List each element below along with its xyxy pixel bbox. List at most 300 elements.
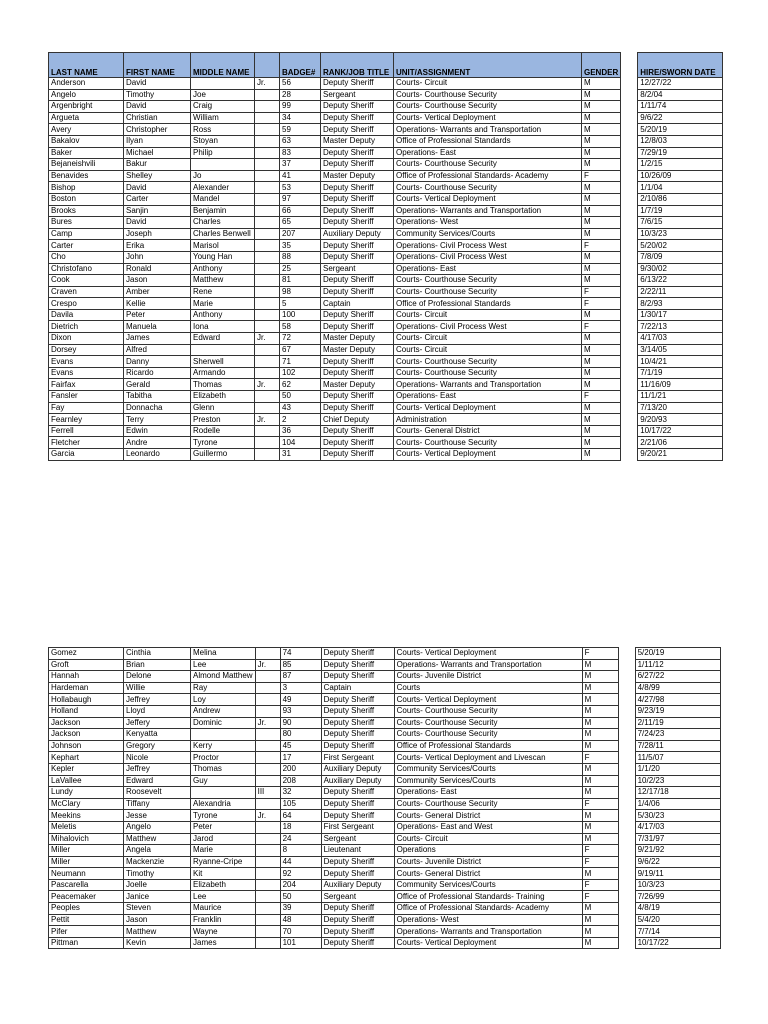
cell-gender: M bbox=[582, 217, 621, 229]
table-row bbox=[49, 356, 723, 368]
cell-gap bbox=[621, 124, 638, 136]
cell-middle-name: Tyrone bbox=[191, 437, 255, 449]
cell-unit: Courts- Courthouse Security bbox=[394, 437, 582, 449]
cell-middle-name: Guillermo bbox=[191, 449, 255, 461]
cell-hire-date: 7/29/19 bbox=[638, 147, 723, 159]
cell-suffix bbox=[255, 648, 280, 660]
cell-first-name: James bbox=[124, 333, 191, 345]
cell-middle-name: Matthew bbox=[191, 275, 255, 287]
cell-unit: Courts- Courthouse Security bbox=[394, 798, 582, 810]
cell-hire-date: 9/20/21 bbox=[638, 449, 723, 461]
cell-gap bbox=[618, 775, 635, 787]
cell-unit: Courts- General District bbox=[394, 868, 582, 880]
cell-gender: M bbox=[582, 89, 621, 101]
cell-badge: 70 bbox=[280, 926, 321, 938]
table-row bbox=[49, 182, 723, 194]
cell-unit: Office of Professional Standards bbox=[394, 740, 582, 752]
cell-hire-date: 10/17/22 bbox=[638, 425, 723, 437]
cell-unit: Community Services/Courts bbox=[394, 775, 582, 787]
cell-last-name: Baker bbox=[49, 147, 124, 159]
cell-hire-date: 7/8/09 bbox=[638, 251, 723, 263]
table-row bbox=[49, 240, 723, 252]
cell-badge: 204 bbox=[280, 879, 321, 891]
table-row bbox=[49, 205, 723, 217]
cell-hire-date: 4/17/03 bbox=[638, 333, 723, 345]
cell-last-name: Bishop bbox=[49, 182, 124, 194]
cell-gender: M bbox=[582, 705, 618, 717]
cell-hire-date: 5/4/20 bbox=[635, 914, 720, 926]
cell-gap bbox=[618, 752, 635, 764]
cell-gap bbox=[621, 356, 638, 368]
cell-hire-date: 11/16/09 bbox=[638, 379, 723, 391]
cell-suffix bbox=[255, 705, 280, 717]
cell-hire-date: 12/17/18 bbox=[635, 787, 720, 799]
cell-rank: Master Deputy bbox=[321, 135, 394, 147]
cell-suffix: Jr. bbox=[255, 659, 280, 671]
cell-first-name: David bbox=[124, 217, 191, 229]
cell-middle-name: Young Han bbox=[191, 251, 255, 263]
cell-rank: Auxiliary Deputy bbox=[321, 879, 394, 891]
cell-first-name: David bbox=[124, 101, 191, 113]
col-header-middle-name: MIDDLE NAME bbox=[191, 53, 255, 78]
cell-badge: 37 bbox=[280, 159, 321, 171]
cell-middle-name: Melina bbox=[191, 648, 256, 660]
cell-unit: Courts- Courthouse Security bbox=[394, 101, 582, 113]
cell-gap bbox=[618, 798, 635, 810]
cell-rank: Sergeant bbox=[321, 263, 394, 275]
cell-badge: 50 bbox=[280, 891, 321, 903]
cell-middle-name: Lee bbox=[191, 659, 256, 671]
cell-gap bbox=[618, 729, 635, 741]
cell-suffix bbox=[255, 124, 280, 136]
cell-last-name: Hannah bbox=[49, 671, 124, 683]
cell-badge: 39 bbox=[280, 903, 321, 915]
cell-unit: Courts- Juvenile District bbox=[394, 856, 582, 868]
cell-suffix: III bbox=[255, 787, 280, 799]
cell-badge: 105 bbox=[280, 798, 321, 810]
cell-badge: 32 bbox=[280, 787, 321, 799]
cell-hire-date: 7/24/23 bbox=[635, 729, 720, 741]
table-row bbox=[49, 891, 721, 903]
cell-first-name: Leonardo bbox=[124, 449, 191, 461]
cell-first-name: Nicole bbox=[124, 752, 191, 764]
cell-gap bbox=[621, 159, 638, 171]
cell-rank: Auxiliary Deputy bbox=[321, 763, 394, 775]
table-row bbox=[49, 321, 723, 333]
cell-last-name: Peoples bbox=[49, 903, 124, 915]
cell-last-name: Ferrell bbox=[49, 425, 124, 437]
cell-gap bbox=[621, 182, 638, 194]
cell-badge: 98 bbox=[280, 286, 321, 298]
cell-last-name: Meletis bbox=[49, 821, 124, 833]
cell-last-name: Hardeman bbox=[49, 682, 124, 694]
cell-last-name: Miller bbox=[49, 845, 124, 857]
cell-gap bbox=[621, 251, 638, 263]
cell-badge: 53 bbox=[280, 182, 321, 194]
cell-gender: M bbox=[582, 205, 621, 217]
cell-badge: 90 bbox=[280, 717, 321, 729]
cell-first-name: Tabitha bbox=[124, 391, 191, 403]
cell-first-name: Jason bbox=[124, 275, 191, 287]
table-row bbox=[49, 775, 721, 787]
cell-rank: Deputy Sheriff bbox=[321, 78, 394, 90]
cell-last-name: Camp bbox=[49, 228, 124, 240]
cell-suffix bbox=[255, 251, 280, 263]
cell-badge: 25 bbox=[280, 263, 321, 275]
cell-gender: M bbox=[582, 903, 618, 915]
cell-middle-name: Andrew bbox=[191, 705, 256, 717]
cell-badge: 81 bbox=[280, 275, 321, 287]
cell-last-name: Fearnley bbox=[49, 414, 124, 426]
cell-last-name: McClary bbox=[49, 798, 124, 810]
cell-middle-name: Edward bbox=[191, 333, 255, 345]
cell-badge: 31 bbox=[280, 449, 321, 461]
cell-gap bbox=[618, 821, 635, 833]
cell-unit: Courts- Vertical Deployment bbox=[394, 694, 582, 706]
cell-gap bbox=[618, 926, 635, 938]
cell-first-name: Alfred bbox=[124, 344, 191, 356]
cell-suffix bbox=[255, 671, 280, 683]
cell-hire-date: 2/22/11 bbox=[638, 286, 723, 298]
table-row bbox=[49, 740, 721, 752]
cell-gap bbox=[621, 298, 638, 310]
table-row bbox=[49, 682, 721, 694]
cell-last-name: Crespo bbox=[49, 298, 124, 310]
cell-suffix bbox=[255, 437, 280, 449]
cell-suffix: Jr. bbox=[255, 379, 280, 391]
cell-suffix bbox=[255, 367, 280, 379]
cell-rank: Deputy Sheriff bbox=[321, 425, 394, 437]
cell-suffix bbox=[255, 402, 280, 414]
cell-gap bbox=[621, 147, 638, 159]
cell-gap bbox=[621, 240, 638, 252]
cell-middle-name: Elizabeth bbox=[191, 879, 256, 891]
cell-hire-date: 6/13/22 bbox=[638, 275, 723, 287]
cell-gender: M bbox=[582, 763, 618, 775]
cell-gap bbox=[621, 379, 638, 391]
cell-unit: Office of Professional Standards bbox=[394, 135, 582, 147]
table-row bbox=[49, 263, 723, 275]
cell-hire-date: 5/20/19 bbox=[638, 124, 723, 136]
cell-gap bbox=[621, 217, 638, 229]
cell-suffix: Jr. bbox=[255, 333, 280, 345]
cell-suffix: Jr. bbox=[255, 810, 280, 822]
cell-rank: Deputy Sheriff bbox=[321, 240, 394, 252]
cell-middle-name: Ross bbox=[191, 124, 255, 136]
cell-suffix bbox=[255, 729, 280, 741]
cell-unit: Courts- Circuit bbox=[394, 309, 582, 321]
cell-rank: Deputy Sheriff bbox=[321, 182, 394, 194]
cell-middle-name: Kerry bbox=[191, 740, 256, 752]
cell-suffix bbox=[255, 205, 280, 217]
cell-gap bbox=[618, 833, 635, 845]
cell-rank: Deputy Sheriff bbox=[321, 147, 394, 159]
cell-gender: M bbox=[582, 309, 621, 321]
cell-unit: Operations- Warrants and Transportation bbox=[394, 124, 582, 136]
cell-gender: M bbox=[582, 193, 621, 205]
cell-first-name: Andre bbox=[124, 437, 191, 449]
table-row bbox=[49, 159, 723, 171]
cell-middle-name: Armando bbox=[191, 367, 255, 379]
cell-unit: Courts- Vertical Deployment bbox=[394, 648, 582, 660]
cell-suffix bbox=[255, 763, 280, 775]
cell-last-name: Dietrich bbox=[49, 321, 124, 333]
cell-rank: Deputy Sheriff bbox=[321, 810, 394, 822]
cell-suffix bbox=[255, 321, 280, 333]
cell-first-name: Gerald bbox=[124, 379, 191, 391]
table-row bbox=[49, 251, 723, 263]
cell-first-name: Edwin bbox=[124, 425, 191, 437]
table-row bbox=[49, 437, 723, 449]
cell-middle-name bbox=[191, 159, 255, 171]
cell-gap bbox=[621, 89, 638, 101]
cell-gender: F bbox=[582, 321, 621, 333]
cell-rank: Master Deputy bbox=[321, 170, 394, 182]
cell-badge: 45 bbox=[280, 740, 321, 752]
cell-gender: M bbox=[582, 659, 618, 671]
cell-hire-date: 10/17/22 bbox=[635, 937, 720, 949]
cell-first-name: Jeffrey bbox=[124, 763, 191, 775]
cell-gender: M bbox=[582, 671, 618, 683]
cell-first-name: Michael bbox=[124, 147, 191, 159]
table-row bbox=[49, 798, 721, 810]
cell-hire-date: 9/21/92 bbox=[635, 845, 720, 857]
cell-unit: Courts- Courthouse Security bbox=[394, 367, 582, 379]
cell-gap bbox=[621, 367, 638, 379]
table-row bbox=[49, 135, 723, 147]
cell-gender: M bbox=[582, 275, 621, 287]
cell-last-name: Johnson bbox=[49, 740, 124, 752]
cell-gap bbox=[621, 321, 638, 333]
cell-hire-date: 8/2/93 bbox=[638, 298, 723, 310]
table-row bbox=[49, 705, 721, 717]
cell-suffix bbox=[255, 344, 280, 356]
cell-last-name: Gomez bbox=[49, 648, 124, 660]
cell-gender: M bbox=[582, 147, 621, 159]
cell-middle-name: Proctor bbox=[191, 752, 256, 764]
cell-middle-name bbox=[191, 787, 256, 799]
cell-suffix bbox=[255, 112, 280, 124]
cell-first-name: Matthew bbox=[124, 926, 191, 938]
cell-middle-name: Anthony bbox=[191, 309, 255, 321]
table-row bbox=[49, 659, 721, 671]
cell-badge: 41 bbox=[280, 170, 321, 182]
cell-last-name: Garcia bbox=[49, 449, 124, 461]
cell-badge: 67 bbox=[280, 344, 321, 356]
cell-hire-date: 2/10/86 bbox=[638, 193, 723, 205]
cell-middle-name: Glenn bbox=[191, 402, 255, 414]
cell-hire-date: 7/13/20 bbox=[638, 402, 723, 414]
cell-gap bbox=[621, 205, 638, 217]
cell-last-name: Carter bbox=[49, 240, 124, 252]
table-row bbox=[49, 112, 723, 124]
cell-badge: 207 bbox=[280, 228, 321, 240]
cell-first-name: Jeffery bbox=[124, 717, 191, 729]
cell-badge: 104 bbox=[280, 437, 321, 449]
cell-middle-name: Alexander bbox=[191, 182, 255, 194]
cell-first-name: Willie bbox=[124, 682, 191, 694]
cell-unit: Courts- Circuit bbox=[394, 333, 582, 345]
cell-first-name: Angelo bbox=[124, 821, 191, 833]
table-row bbox=[49, 425, 723, 437]
cell-gender: F bbox=[582, 845, 618, 857]
table-row bbox=[49, 729, 721, 741]
cell-badge: 102 bbox=[280, 367, 321, 379]
cell-badge: 87 bbox=[280, 671, 321, 683]
cell-first-name: Tiffany bbox=[124, 798, 191, 810]
cell-middle-name: Anthony bbox=[191, 263, 255, 275]
cell-suffix bbox=[255, 182, 280, 194]
table-row bbox=[49, 170, 723, 182]
cell-badge: 35 bbox=[280, 240, 321, 252]
cell-unit: Courts- Courthouse Security bbox=[394, 717, 582, 729]
cell-first-name: Danny bbox=[124, 356, 191, 368]
cell-middle-name bbox=[191, 78, 255, 90]
cell-last-name: Benavides bbox=[49, 170, 124, 182]
cell-unit: Courts- Courthouse Security bbox=[394, 729, 582, 741]
table-row bbox=[49, 217, 723, 229]
cell-badge: 62 bbox=[280, 379, 321, 391]
cell-first-name: Carter bbox=[124, 193, 191, 205]
cell-gender: M bbox=[582, 379, 621, 391]
cell-suffix bbox=[255, 135, 280, 147]
cell-first-name: Jason bbox=[124, 914, 191, 926]
cell-rank: Deputy Sheriff bbox=[321, 798, 394, 810]
cell-first-name: Roosevelt bbox=[124, 787, 191, 799]
cell-last-name: Davila bbox=[49, 309, 124, 321]
col-header-gender: GENDER bbox=[582, 53, 621, 78]
table-row bbox=[49, 868, 721, 880]
cell-gap bbox=[618, 891, 635, 903]
cell-last-name: Boston bbox=[49, 193, 124, 205]
cell-rank: Captain bbox=[321, 298, 394, 310]
cell-first-name: Kenyatta bbox=[124, 729, 191, 741]
cell-unit: Office of Professional Standards- Academy bbox=[394, 170, 582, 182]
cell-badge: 58 bbox=[280, 321, 321, 333]
table-row bbox=[49, 275, 723, 287]
cell-rank: Deputy Sheriff bbox=[321, 937, 394, 949]
cell-suffix bbox=[255, 926, 280, 938]
cell-gap bbox=[618, 937, 635, 949]
cell-hire-date: 7/6/15 bbox=[638, 217, 723, 229]
cell-gap bbox=[618, 648, 635, 660]
cell-unit: Courts- Vertical Deployment bbox=[394, 112, 582, 124]
table-row bbox=[49, 391, 723, 403]
cell-gender: M bbox=[582, 414, 621, 426]
cell-last-name: Fansler bbox=[49, 391, 124, 403]
cell-first-name: Kellie bbox=[124, 298, 191, 310]
cell-middle-name: Philip bbox=[191, 147, 255, 159]
cell-gap bbox=[621, 78, 638, 90]
table-row bbox=[49, 856, 721, 868]
cell-unit: Courts- General District bbox=[394, 810, 582, 822]
cell-unit: Operations- West bbox=[394, 217, 582, 229]
cell-hire-date: 9/30/02 bbox=[638, 263, 723, 275]
cell-last-name: Jackson bbox=[49, 717, 124, 729]
cell-gap bbox=[618, 845, 635, 857]
cell-hire-date: 11/5/07 bbox=[635, 752, 720, 764]
cell-hire-date: 6/27/22 bbox=[635, 671, 720, 683]
cell-suffix bbox=[255, 775, 280, 787]
cell-badge: 43 bbox=[280, 402, 321, 414]
cell-middle-name: Guy bbox=[191, 775, 256, 787]
cell-suffix bbox=[255, 682, 280, 694]
cell-rank: Deputy Sheriff bbox=[321, 449, 394, 461]
cell-rank: Deputy Sheriff bbox=[321, 717, 394, 729]
cell-gap bbox=[621, 263, 638, 275]
cell-unit: Courts- Juvenile District bbox=[394, 671, 582, 683]
cell-badge: 34 bbox=[280, 112, 321, 124]
cell-rank: Deputy Sheriff bbox=[321, 193, 394, 205]
cell-first-name: Angela bbox=[124, 845, 191, 857]
cell-badge: 64 bbox=[280, 810, 321, 822]
cell-last-name: Cho bbox=[49, 251, 124, 263]
cell-rank: Deputy Sheriff bbox=[321, 275, 394, 287]
cell-first-name: Ronald bbox=[124, 263, 191, 275]
cell-hire-date: 9/19/11 bbox=[635, 868, 720, 880]
cell-badge: 8 bbox=[280, 845, 321, 857]
col-header-unit: UNIT/ASSIGNMENT bbox=[394, 53, 582, 78]
cell-unit: Operations bbox=[394, 845, 582, 857]
cell-rank: Lieutenant bbox=[321, 845, 394, 857]
cell-gender: F bbox=[582, 798, 618, 810]
cell-middle-name: Iona bbox=[191, 321, 255, 333]
cell-gap bbox=[618, 856, 635, 868]
cell-gap bbox=[618, 705, 635, 717]
cell-rank: Deputy Sheriff bbox=[321, 671, 394, 683]
cell-gender: M bbox=[582, 740, 618, 752]
cell-hire-date: 7/28/11 bbox=[635, 740, 720, 752]
cell-badge: 100 bbox=[280, 309, 321, 321]
cell-hire-date: 10/2/23 bbox=[635, 775, 720, 787]
cell-unit: Operations- Civil Process West bbox=[394, 240, 582, 252]
cell-rank: Deputy Sheriff bbox=[321, 402, 394, 414]
cell-suffix bbox=[255, 740, 280, 752]
cell-rank: Sergeant bbox=[321, 833, 394, 845]
table-row bbox=[49, 344, 723, 356]
cell-suffix bbox=[255, 903, 280, 915]
cell-last-name: Brooks bbox=[49, 205, 124, 217]
cell-last-name: Cook bbox=[49, 275, 124, 287]
cell-gap bbox=[621, 228, 638, 240]
table-row bbox=[49, 752, 721, 764]
roster-table-1 bbox=[48, 52, 723, 461]
cell-unit: Courts- Vertical Deployment bbox=[394, 402, 582, 414]
cell-first-name: Kevin bbox=[124, 937, 191, 949]
cell-gender: M bbox=[582, 729, 618, 741]
cell-suffix bbox=[255, 694, 280, 706]
cell-hire-date: 1/7/19 bbox=[638, 205, 723, 217]
cell-middle-name: Jo bbox=[191, 170, 255, 182]
cell-gap bbox=[621, 437, 638, 449]
cell-last-name: Neumann bbox=[49, 868, 124, 880]
cell-unit: Office of Professional Standards- Training bbox=[394, 891, 582, 903]
cell-last-name: Craven bbox=[49, 286, 124, 298]
cell-first-name: Sanjin bbox=[124, 205, 191, 217]
cell-suffix bbox=[255, 914, 280, 926]
cell-middle-name: Wayne bbox=[191, 926, 256, 938]
cell-gap bbox=[621, 414, 638, 426]
col-header-suffix bbox=[255, 53, 280, 78]
cell-badge: 99 bbox=[280, 101, 321, 113]
cell-last-name: Lundy bbox=[49, 787, 124, 799]
cell-rank: Deputy Sheriff bbox=[321, 437, 394, 449]
cell-unit: Courts bbox=[394, 682, 582, 694]
table-row bbox=[49, 379, 723, 391]
cell-suffix bbox=[255, 868, 280, 880]
cell-last-name: Pittman bbox=[49, 937, 124, 949]
cell-first-name: Janice bbox=[124, 891, 191, 903]
